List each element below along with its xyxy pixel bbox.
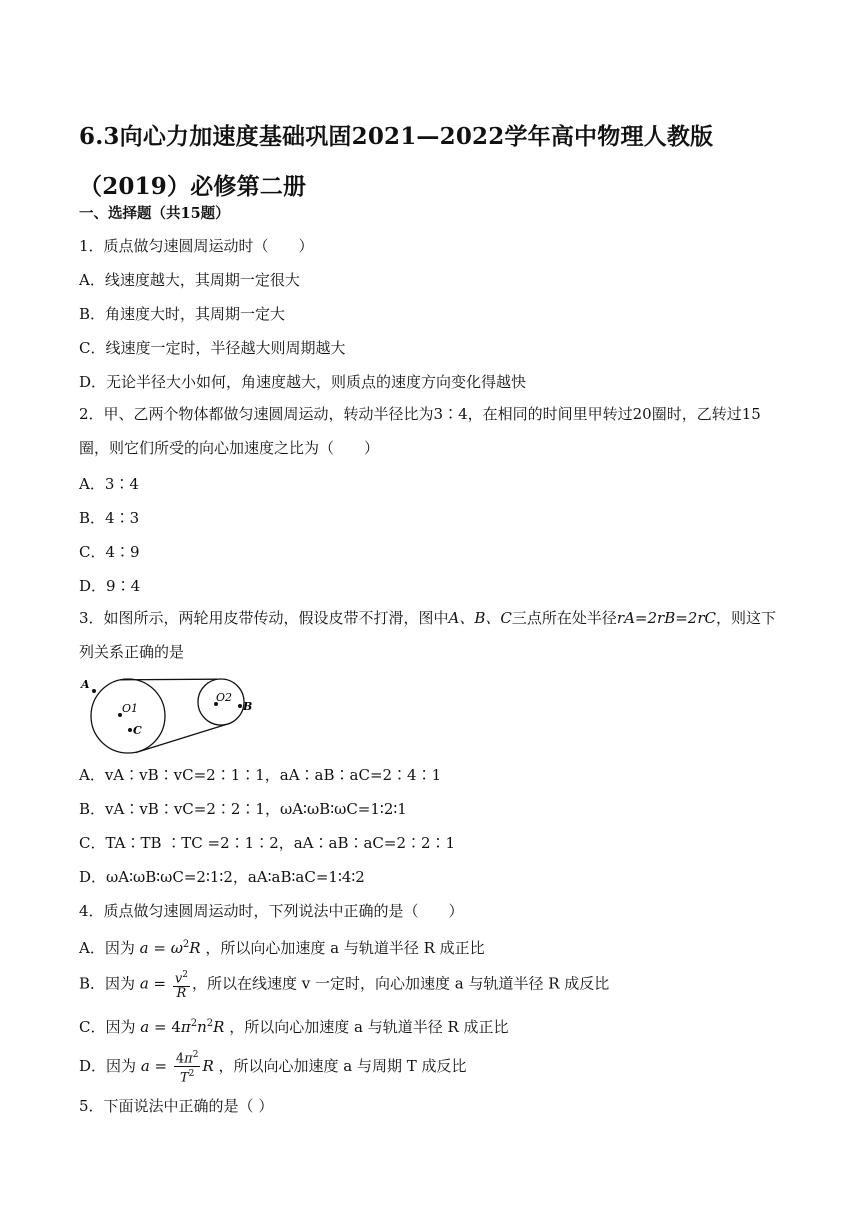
label-o1: O1 [122, 702, 139, 715]
question-3-option-b: B．vA∶vB∶vC=2∶2∶1，ωA∶ωB∶ωC=1∶2∶1 [79, 800, 407, 818]
label-c: C [133, 724, 142, 737]
fraction-v2-over-r: $\frac{v^2}{R}$ [174, 970, 188, 1002]
label-a: A [81, 678, 90, 691]
point-labels: A、B、C [448, 609, 512, 627]
radius-relation: rA=2rB=2rC [616, 609, 716, 627]
question-1-option-b: B．角速度大时，其周期一定大 [79, 305, 286, 323]
belt-bottom [136, 725, 226, 753]
question-3-stem: 3．如图所示，两轮用皮带传动，假设皮带不打滑，图中A、B、C三点所在处半径rA=2rB=2rC，则这下列关系正确的是 [79, 609, 776, 661]
question-4-option-c: C．因为 $a = 4\pi^2n^2R$ ，所以向心加速度 a 与轨道半径 R 成正比 [79, 1018, 509, 1036]
large-wheel [91, 679, 165, 753]
section-heading: 一、选择题（共15题） [79, 205, 230, 222]
question-4-option-b: B．因为 a = $\frac{v^2}{R}$ ，所以在线速度 v 一定时，向心加速度 a 与轨道半径 R 成反比 [79, 970, 610, 1002]
belt-top [120, 679, 217, 680]
label-o2: O2 [216, 691, 233, 704]
question-5-stem: 5．下面说法中正确的是（ ） [79, 1097, 274, 1115]
page-title: 6.3向心力加速度基础巩固2021—2022学年高中物理人教版（2019）必修第二册 [79, 123, 714, 200]
question-2-option-a: A．3∶4 [79, 475, 139, 493]
question-2-option-d: D．9∶4 [79, 577, 141, 595]
question-4-option-d: D．因为 a = $\frac{4\pi^2}{T^2}$ R ，所以向心加速度 a 与周期 T 成反比 [79, 1050, 467, 1086]
question-3-option-d: D．ωA∶ωB∶ωC=2∶1∶2，aA∶aB∶aC=1∶4∶2 [79, 868, 365, 886]
question-2-stem: 2．甲、乙两个物体都做匀速圆周运动，转动半径比为3∶4，在相同的时间里甲转过20圈时，乙转过15圈，则它们所受的向心加速度之比为（ ） [79, 405, 761, 457]
fraction-4pi2-over-t2: $\frac{4\pi^2}{T^2}$ [175, 1050, 199, 1086]
question-1-option-d: D．无论半径大小如何，角速度越大，则质点的速度方向变化得越快 [79, 373, 527, 391]
question-2-option-b: B．4∶3 [79, 509, 140, 527]
question-1-stem: 1．质点做匀速圆周运动时（ ） [79, 237, 314, 255]
belt-pulley-figure [76, 676, 266, 760]
question-3-option-c: C．TA∶TB ∶TC =2∶1∶2，aA∶aB∶aC=2∶2∶1 [79, 834, 456, 852]
label-b: B [243, 700, 253, 713]
question-1-option-c: C．线速度一定时，半径越大则周期越大 [79, 339, 346, 357]
question-2-option-c: C．4∶9 [79, 543, 140, 561]
question-3-option-a: A．vA∶vB∶vC=2∶1∶1，aA∶aB∶aC=2∶4∶1 [79, 766, 442, 784]
question-4-stem: 4．质点做匀速圆周运动时，下列说法中正确的是（ ） [79, 902, 464, 920]
question-1-option-a: A．线速度越大，其周期一定很大 [79, 271, 300, 289]
question-4-option-a: A．因为 $a = \omega^2R$ ，所以向心加速度 a 与轨道半径 R 成正比 [79, 939, 485, 957]
